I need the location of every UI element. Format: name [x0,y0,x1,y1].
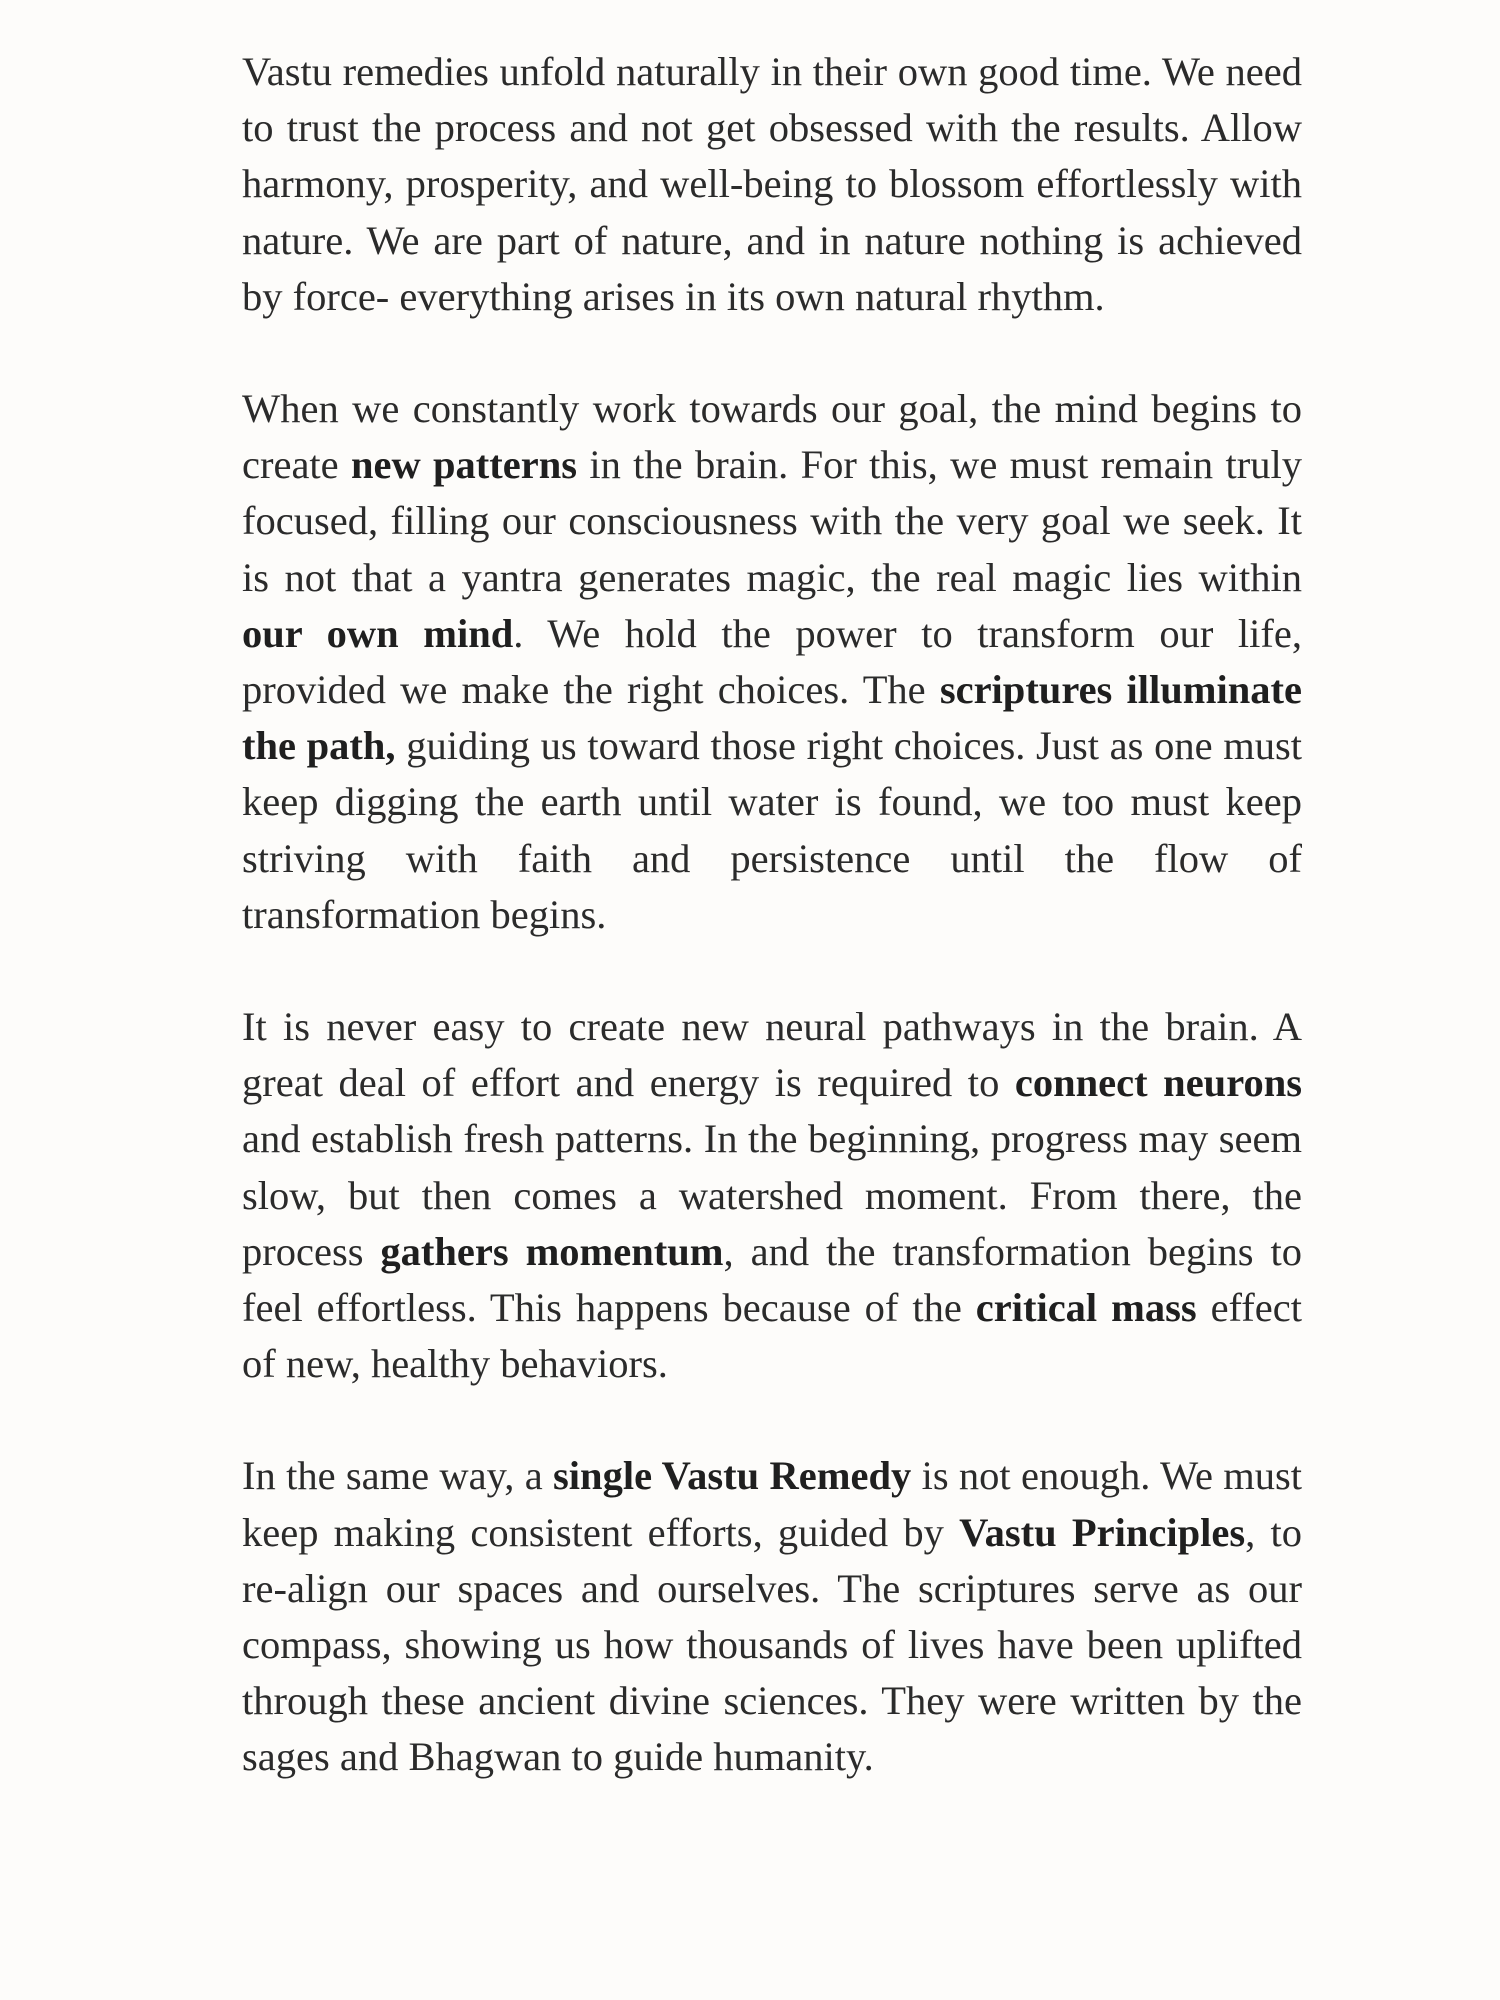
bold-phrase-critical-mass: critical mass [975,1285,1197,1331]
text-segment: and establish fresh patterns. In the beginning, progress may seem slow, but then comes a watershed moment. From there, the process [242,1116,1302,1274]
text-segment: effect of new, healthy behaviors. [242,1285,1302,1387]
bold-phrase-single-vastu-remedy: single Vastu Remedy [553,1453,912,1499]
body-text [242,44,1302,1842]
text-segment: When we constantly work towards our goal, the mind begins to create [242,386,1302,488]
bold-phrase-connect-neurons: connect neurons [1014,1060,1302,1106]
paragraph-1 [242,44,1302,325]
bold-phrase-gathers-momentum: gathers momentum [380,1228,724,1274]
bold-phrase-scriptures-illuminate: scriptures illuminate the path, [242,667,1302,769]
text-segment: is not enough. We must keep making consistent efforts, guided by [242,1453,1303,1555]
text-segment: , to re-align our spaces and ourselves. The scriptures serve as our compass, showing us how thousands of lives have been uplifted through these ancient divine sciences. They were written by the sages and Bhagwan to guide humanity. [242,1509,1302,1780]
text-segment: guiding us toward those right choices. Just as one must keep digging the earth until water is found, we too must keep striving with faith and persistence until the flow of transformation begins. [242,723,1302,937]
bold-phrase-vastu-principles: Vastu Principles [959,1509,1246,1555]
text-segment: , and the transformation begins to feel effortless. This happens because of the [242,1228,1302,1331]
text-segment: In the same way, a [242,1453,554,1499]
bold-phrase-new-patterns: new patterns [350,442,578,488]
paragraph-4 [242,1448,1302,1785]
text-segment: in the brain. For this, we must remain truly focused, filling our consciousness with the very goal we seek. It is not that a yantra generates magic, the real magic lies within [242,442,1302,600]
text-segment: . We hold the power to transform our life, provided we make the right choices. The [242,610,1303,713]
text-segment: It is never easy to create new neural pathways in the brain. A great deal of effort and energy is required to [242,1004,1302,1106]
paragraph-2 [242,381,1302,943]
bold-phrase-our-own-mind: our own mind [242,610,514,656]
text-segment: Vastu remedies unfold naturally in their own good time. We need to trust the process and not get obsessed with the results. Allow harmony, prosperity, and well-being to blossom effortlessly with nature. We are part of nature, and in nature nothing is achieved by force- everything arises in its own natural rhythm. [242,49,1302,319]
paragraph-3 [242,999,1302,1392]
